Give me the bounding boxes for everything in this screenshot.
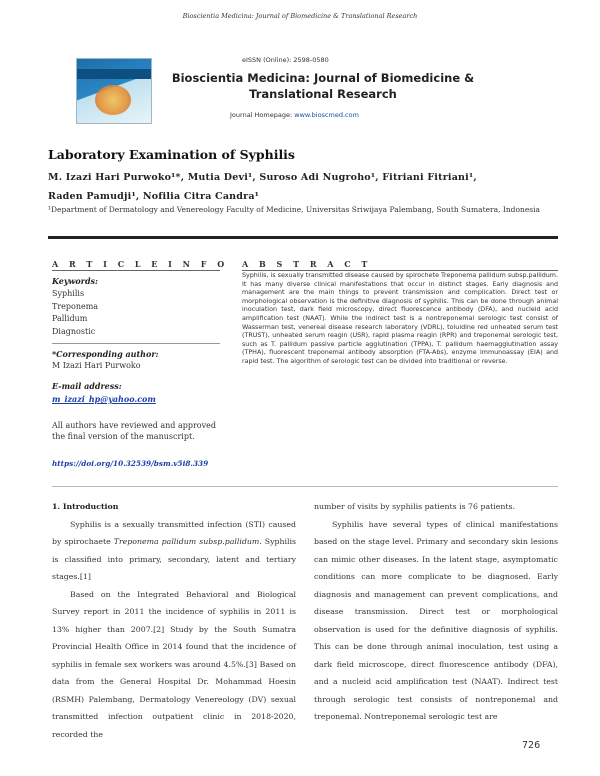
running-header: Bioscientia Medicina: Journal of Biomedicine & Translational Research <box>182 12 418 20</box>
review-statement: All authors have reviewed and approved the final version of the manuscript. <box>52 421 216 441</box>
page-number: 726 <box>522 740 541 751</box>
intro-heading: 1. Introduction <box>52 502 119 511</box>
journal-title: Bioscientia Medicina: Journal of Biomedicine & Translational Research <box>171 71 475 101</box>
corresponding-author-name: M Izazi Hari Purwoko <box>52 361 141 370</box>
intro-paragraph-2: Based on the Integrated Behavioral and Biological Survey report in 2011 the incidence of syphilis in 2011 is 13% higher than 2007.[2] Study by the South Sumatra Provincial Health Office in 2014 found that the incidence of syphilis in female sex workers was around 4.5%.[3] Based on data from the General Hospital Dr. Mohammad Hoesin (RSMH) Palembang, Dermatology Venereology (DV) sexual transmitted infection outpatient clinic in 2018-2020, recorded the <box>52 589 296 739</box>
front-matter-divider <box>52 486 558 487</box>
homepage-label: Journal Homepage: <box>230 111 293 119</box>
corresponding-author-label: *Corresponding author: <box>52 349 159 359</box>
intro-paragraph-1: Syphilis is a sexually transmitted infection (STI) caused by spirochaete Treponema pallidum subsp.pallidum. Syphilis is classified into primary, secondary, latent and tertiary stages.[1] <box>52 519 296 581</box>
keywords-label: Keywords: <box>52 276 99 286</box>
abstract-body: Syphilis, is sexually transmitted disease caused by spirochete Treponema pallidum subsp.pallidum. It has many diverse clinical manifestations that occur in distinct stages. Early diagnosis and management are the main things to prevent transmission and complication. Direct test or morphological observation is the definitive diagnosis of syphilis. This can be done through animal inoculation test, dark field microscopy, direct fluorescence antibody (DFA), and nucleid acid amplification test (NAAT). While the indirect test is a nontreponemal serologic test consist of Wasserman test, venereal disease research laboratory (VDRL), toluidine red unheated serum test (TRUST), unheated serum reagin (USR), rapid plasma reagin (RPR) and treponemal serologic test, such as T. pallidum passive particle agglutination (TPPA), T. pallidum haemagglutination assay (TPHA), fluorescent treponemal antibody absorption (FTA-Abs), enzyme immunoassay (EIA) and rapid test. The algorithm of serologic test can be divided into traditional or reverse. <box>242 272 558 365</box>
keyword-item: Treponema <box>52 301 99 311</box>
keyword-list <box>52 288 98 338</box>
right-paragraph-2: Syphilis have several types of clinical manifestations based on the stage level. Primary and secondary skin lesions can mimic other diseases. In the latent stage, asymptomatic conditions can more complicate to be diagnosed. Early diagnosis and management can prevent complications, and disease transmission. Direct test or morphological observation is used for the definitive diagnosis of syphilis. This can be done through animal inoculation, test using a dark field microscope, direct fluorescence antibody (DFA), and a nucleid acid amplification test (NAAT). Indirect test through serologic test consists of nontreponemal and treponemal. Nontreponemal serologic test are <box>314 519 558 721</box>
article-info-divider <box>52 270 220 271</box>
header-divider <box>48 236 558 239</box>
abstract-heading: A B S T R A C T <box>242 259 372 269</box>
journal-homepage <box>230 111 359 119</box>
journal-cover-image <box>76 58 152 124</box>
article-info-heading: A R T I C L E I N F O <box>52 259 229 269</box>
abstract-divider <box>242 270 558 271</box>
cover-band <box>77 69 151 79</box>
eissn: eISSN (Online): 2598-0580 <box>242 56 329 64</box>
doi-link[interactable]: https://doi.org/10.32539/bsm.v5i8.339 <box>52 459 209 468</box>
keyword-item: Pallidum <box>52 314 88 324</box>
authors-line-2: Raden Pamudji¹, Nofilia Citra Candra¹ <box>48 191 260 202</box>
email-link[interactable]: m_izazi_hp@yahoo.com <box>52 394 156 404</box>
email-label: E-mail address: <box>52 381 122 391</box>
body-column-right <box>314 498 558 726</box>
keywords-divider <box>52 343 220 344</box>
right-paragraph-1: number of visits by syphilis patients is 76 patients. <box>314 502 515 511</box>
authors-line-1: M. Izazi Hari Purwoko¹*, Mutia Devi¹, Suroso Adi Nugroho¹, Fitriani Fitriani¹, <box>48 172 477 183</box>
paper-title: Laboratory Examination of Syphilis <box>48 147 295 162</box>
author-list <box>48 168 558 206</box>
body-column-left <box>52 498 296 743</box>
keyword-item: Diagnostic <box>52 326 96 336</box>
cover-illustration <box>95 85 131 115</box>
homepage-link[interactable]: www.bioscmed.com <box>294 111 359 119</box>
affiliation: ¹Department of Dermatology and Venereology Faculty of Medicine, Universitas Sriwijaya Palembang, South Sumatera, Indonesia <box>48 205 540 214</box>
keyword-item: Syphilis <box>52 289 85 298</box>
